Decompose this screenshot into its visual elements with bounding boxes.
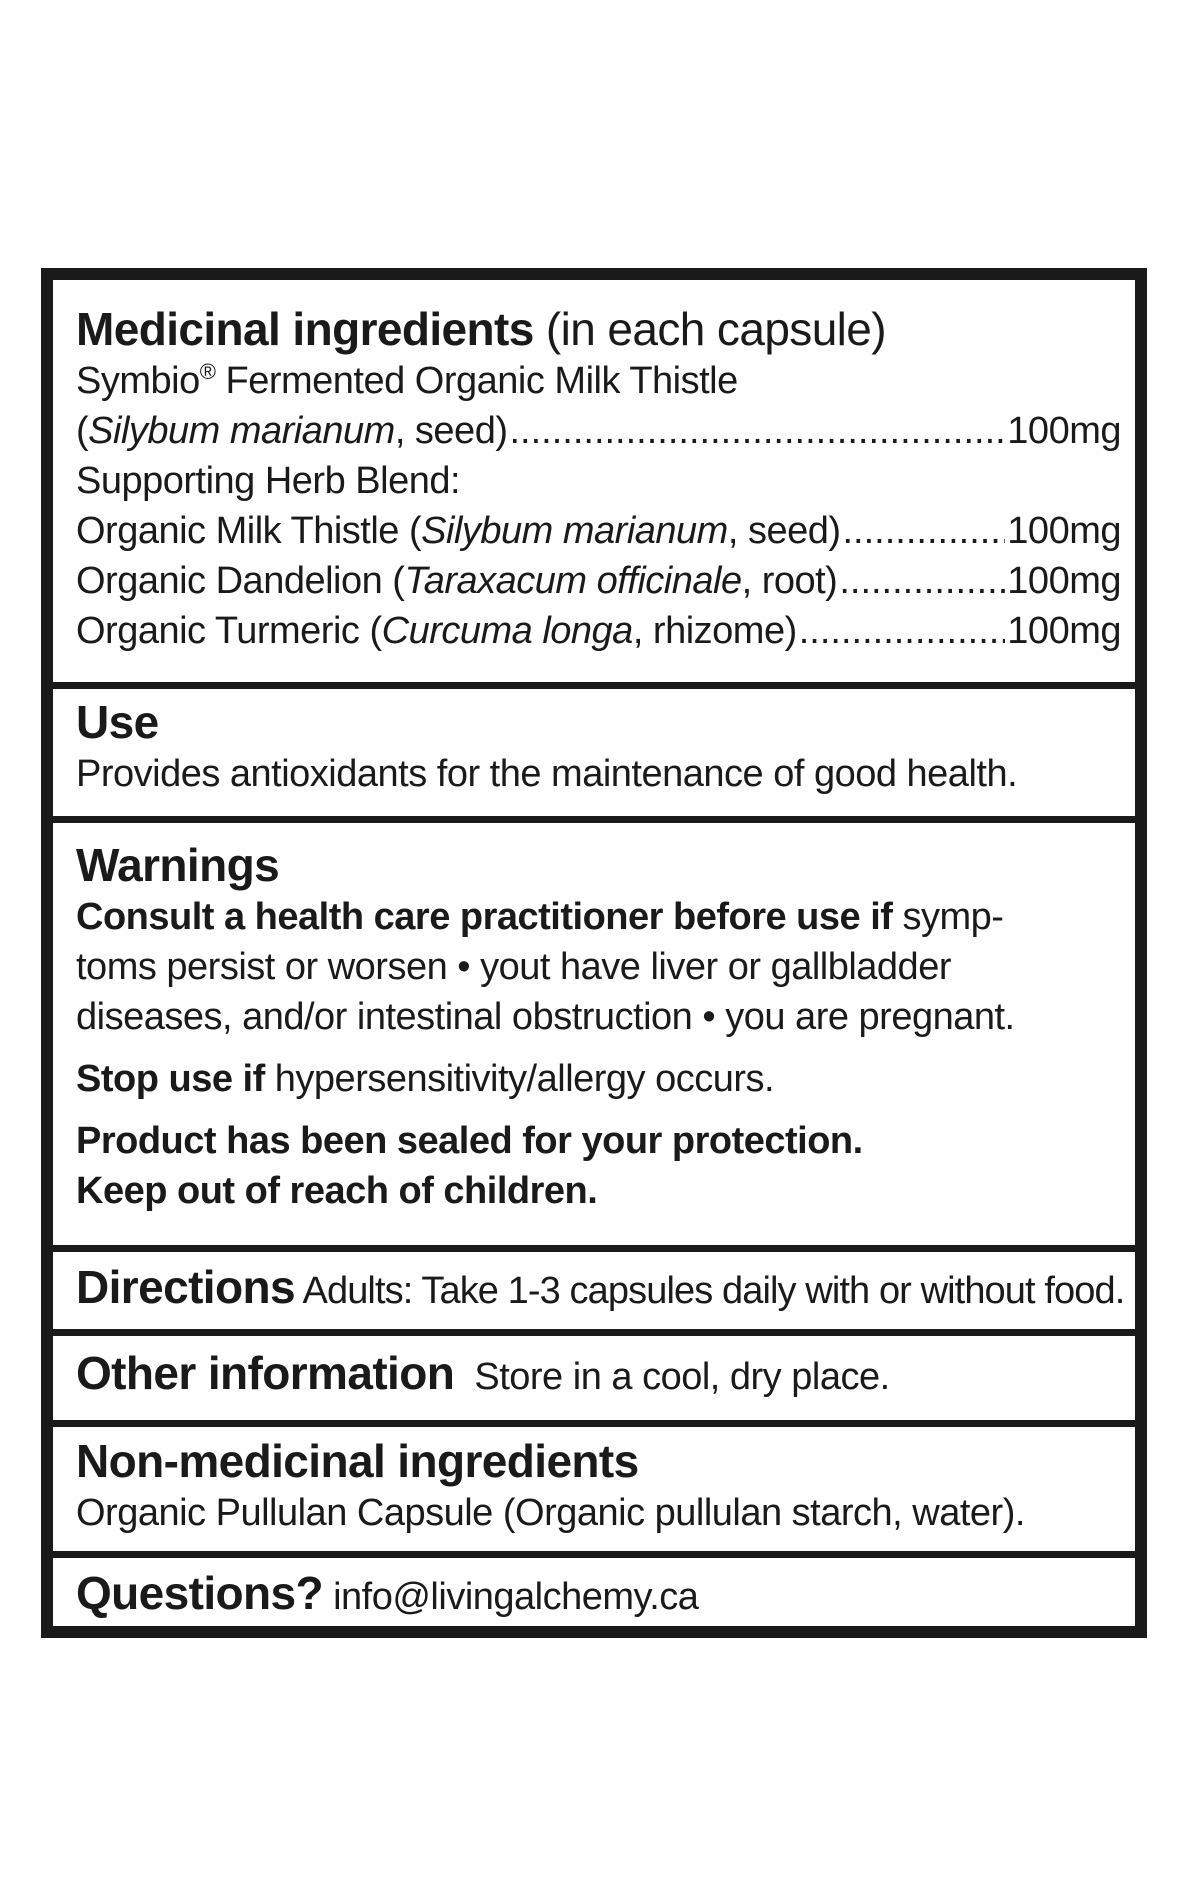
ingredient-row <box>76 606 1121 656</box>
stop-use-rest: hypersensitivity/allergy occurs. <box>264 1058 775 1100</box>
ingredient-row <box>76 506 1121 556</box>
ingredient-amount: 100mg <box>1007 560 1121 602</box>
symbio-product: Fermented Organic Milk Thistle <box>215 360 738 402</box>
directions-heading: Directions <box>76 1261 295 1313</box>
ingredient-name: Organic Dandelion (Taraxacum officinale, root) <box>76 560 838 602</box>
directions-section <box>53 1262 1135 1316</box>
section-divider <box>53 1245 1135 1252</box>
consult-bold: Consult a health care practitioner before use if <box>76 896 893 938</box>
medicinal-heading-sub: (in each capsule) <box>545 303 887 355</box>
stop-use-bold: Stop use if <box>76 1058 265 1100</box>
questions-section <box>53 1568 1135 1622</box>
blend-label: Supporting Herb Blend: <box>76 460 461 502</box>
ingredient-row-symbio <box>76 406 1121 456</box>
questions-line <box>76 1568 1121 1622</box>
directions-text: Adults: Take 1-3 capsules daily with or without food. <box>294 1270 1125 1312</box>
warning-line: toms persist or worsen • yout have liver or gallbladder <box>76 946 951 988</box>
use-text: Provides antioxidants for the maintenance of good health. <box>76 753 1018 795</box>
leader-dots <box>799 606 1006 656</box>
directions-line <box>76 1261 1125 1316</box>
leader-dots <box>509 406 1005 456</box>
ingredient-amount: 100mg <box>1007 510 1121 552</box>
non-medicinal-section <box>53 1434 1135 1538</box>
medicinal-ingredients-section <box>53 302 1135 656</box>
other-info-line <box>76 1348 1121 1402</box>
warning-line: diseases, and/or intestinal obstruction • you are pregnant. <box>76 996 1015 1038</box>
ingredient-name: Organic Milk Thistle (Silybum marianum, seed) <box>76 510 841 552</box>
ingredient-row <box>76 556 1121 606</box>
section-divider <box>53 816 1135 823</box>
other-info-text: Store in a cool, dry place. <box>454 1356 890 1398</box>
questions-heading: Questions? <box>76 1567 324 1619</box>
consult-rest: symp- <box>892 896 1004 938</box>
ingredient-amount: 100mg <box>1007 410 1121 452</box>
warnings-section <box>53 838 1135 1216</box>
leader-dots <box>839 556 1005 606</box>
other-info-section <box>53 1348 1135 1402</box>
section-divider <box>53 1551 1135 1558</box>
section-divider <box>53 682 1135 689</box>
leader-dots <box>843 506 1006 556</box>
symbio-line <box>76 356 1121 406</box>
registered-mark: ® <box>199 359 216 384</box>
section-divider <box>53 1329 1135 1336</box>
other-info-heading: Other information <box>76 1347 455 1399</box>
contact-email[interactable]: info@livingalchemy.ca <box>323 1576 699 1618</box>
latin-name: Curcuma longa <box>381 610 633 652</box>
non-medicinal-heading: Non-medicinal ingredients <box>76 1435 639 1487</box>
sealed-notice: Product has been sealed for your protection. <box>76 1120 863 1162</box>
ingredient-name: Organic Turmeric (Curcuma longa, rhizome) <box>76 610 797 652</box>
symbio-text: Symbio <box>76 360 200 402</box>
stop-use-line <box>76 1054 1121 1104</box>
latin-name: Silybum marianum <box>88 410 395 452</box>
non-medicinal-text: Organic Pullulan Capsule (Organic pullulan starch, water). <box>76 1492 1025 1534</box>
supplement-facts-panel <box>41 268 1147 1638</box>
medicinal-heading: Medicinal ingredients <box>76 303 534 355</box>
keep-out-notice: Keep out of reach of children. <box>76 1170 598 1212</box>
latin-name: Taraxacum officinale <box>404 560 742 602</box>
use-heading: Use <box>76 696 159 748</box>
consult-line <box>76 892 1121 942</box>
use-section <box>53 695 1135 799</box>
warnings-heading: Warnings <box>76 839 280 891</box>
medicinal-heading-line <box>76 302 1121 356</box>
section-divider <box>53 1420 1135 1427</box>
latin-name: Silybum marianum <box>421 510 728 552</box>
ingredient-name: (Silybum marianum, seed) <box>76 410 508 452</box>
ingredient-amount: 100mg <box>1007 610 1121 652</box>
